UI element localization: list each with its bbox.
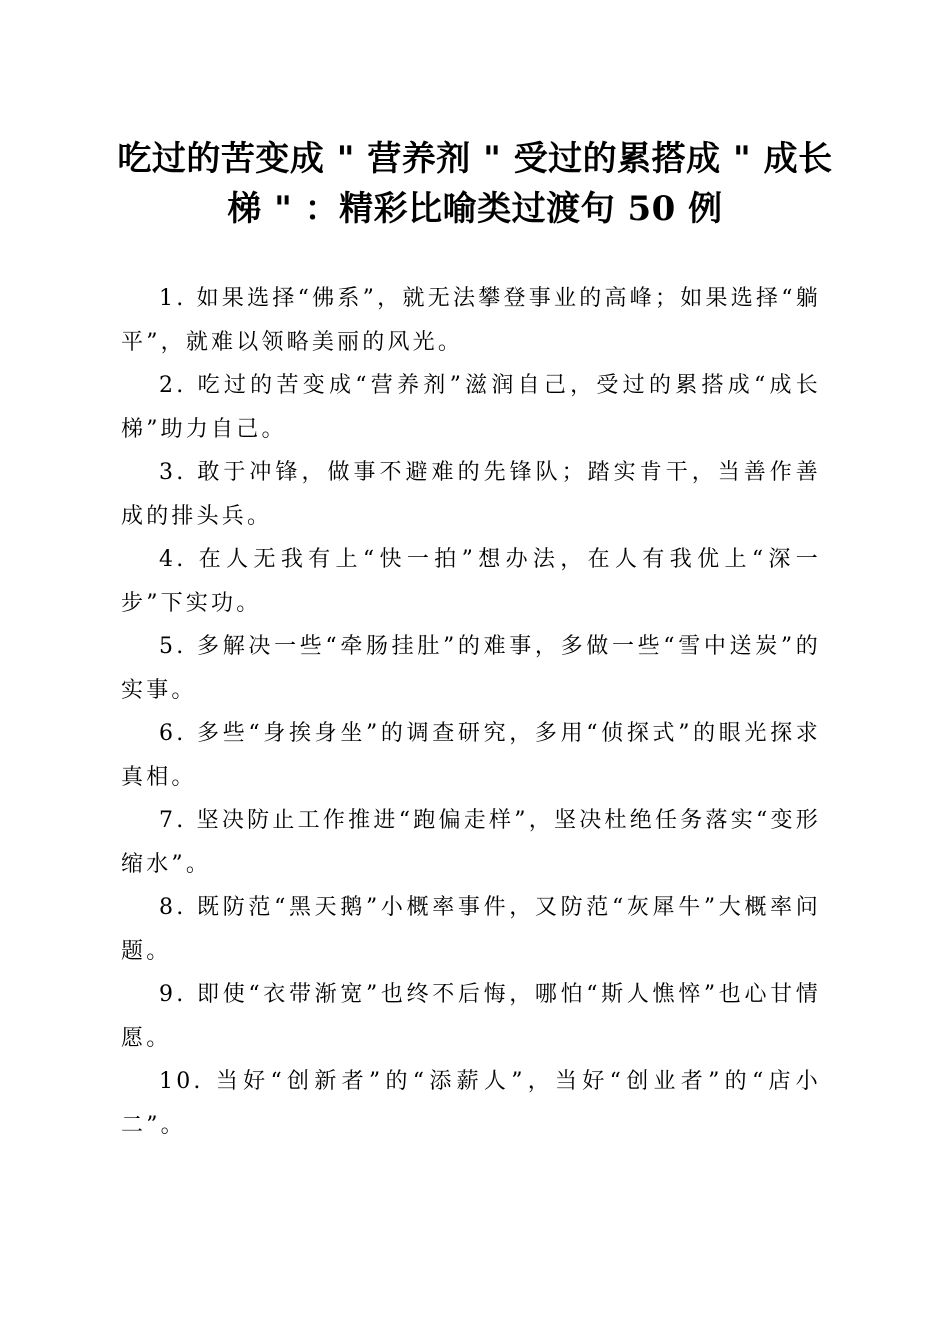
list-item: 8. 既防范“黑天鹅”小概率事件，又防范“灰犀牛”大概率问题。 xyxy=(121,895,821,964)
list-item: 5. 多解决一些“牵肠挂肚”的难事，多做一些“雪中送炭”的实事。 xyxy=(121,634,821,703)
list-item: 10. 当好“创新者”的“添薪人”，当好“创业者”的“店小二”。 xyxy=(121,1069,821,1138)
list-item: 9. 即使“衣带渐宽”也终不后悔，哪怕“斯人憔悴”也心甘情愿。 xyxy=(121,982,821,1051)
list-item: 7. 坚决防止工作推进“跑偏走样”，坚决杜绝任务落实“变形缩水”。 xyxy=(121,808,821,877)
list-item: 6. 多些“身挨身坐”的调查研究，多用“侦探式”的眼光探求真相。 xyxy=(121,721,821,790)
list-item: 2. 吃过的苦变成“营养剂”滋润自己，受过的累搭成“成长梯”助力自己。 xyxy=(121,373,821,442)
title-line-1: 吃过的苦变成 " 营养剂 " 受过的累搭成 " 成长 xyxy=(117,139,833,179)
document-body xyxy=(121,277,821,1147)
list-item: 1. 如果选择“佛系”，就无法攀登事业的高峰；如果选择“躺平”，就难以领略美丽的风光。 xyxy=(121,286,821,355)
list-item: 3. 敢于冲锋，做事不避难的先锋队；踏实肯干，当善作善成的排头兵。 xyxy=(121,460,821,529)
title-line-2: 梯 " ：精彩比喻类过渡句 50 例 xyxy=(227,189,723,229)
list-item: 4. 在人无我有上“快一拍”想办法，在人有我优上“深一步”下实功。 xyxy=(121,547,821,616)
document-title xyxy=(100,134,850,234)
